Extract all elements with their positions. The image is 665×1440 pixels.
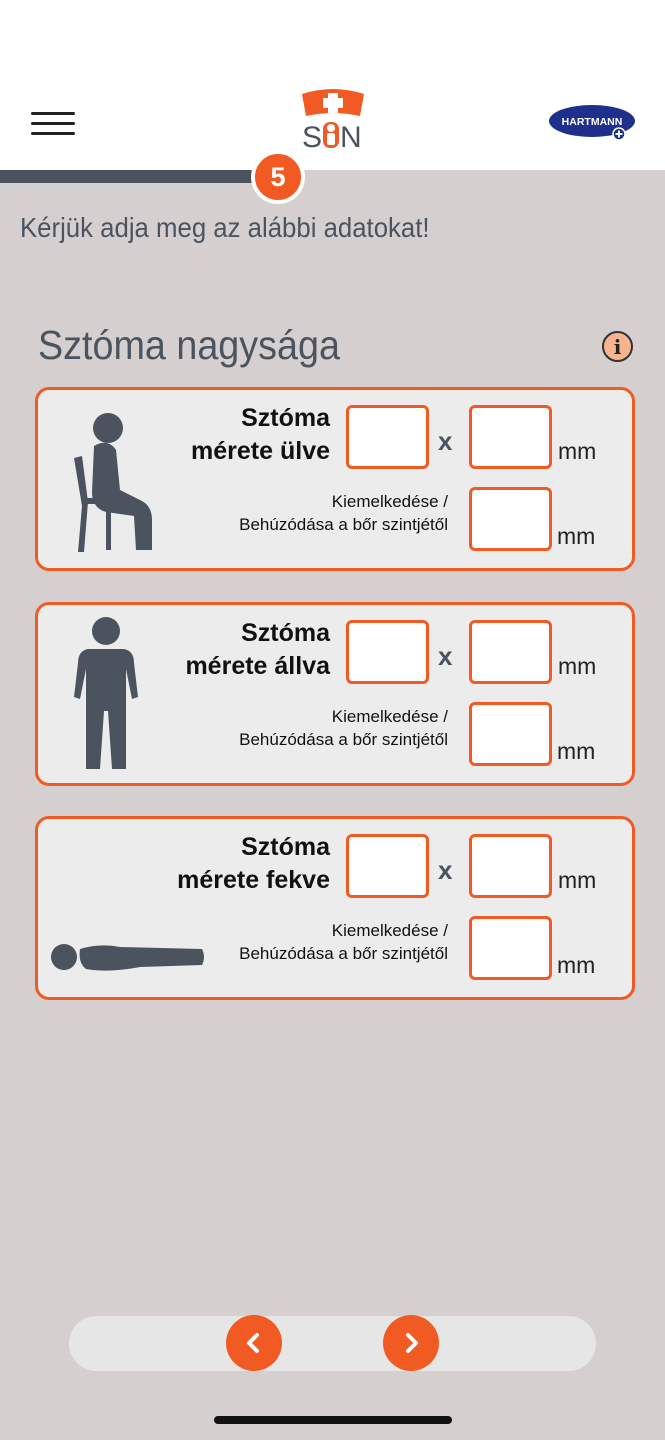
hartmann-logo [548, 102, 638, 142]
unit-label: mm [557, 738, 596, 764]
times-sign: x [438, 641, 453, 671]
card-title: Sztóma mérete állva [185, 619, 330, 680]
protrusion-input[interactable] [469, 487, 552, 551]
bottom-nav-bar [69, 1316, 596, 1371]
app-header [0, 0, 665, 170]
prev-button[interactable] [226, 1315, 282, 1371]
unit-label: mm [557, 952, 596, 978]
svg-text:N: N [340, 121, 362, 152]
section-title: Sztóma nagysága [38, 322, 340, 368]
card-title: Sztóma mérete ülve [191, 404, 330, 465]
unit-label: mm [558, 867, 597, 893]
chevron-right-icon [400, 1332, 422, 1354]
card-lying [35, 816, 635, 1000]
unit-label: mm [558, 653, 597, 679]
unit-label: mm [557, 523, 596, 549]
son-logo [298, 86, 368, 152]
protrusion-input[interactable] [469, 916, 552, 980]
progress-fill [0, 170, 262, 183]
info-icon[interactable]: i [602, 331, 633, 362]
card-standing [35, 602, 635, 786]
svg-text:HARTMANN: HARTMANN [561, 116, 623, 128]
card-sitting [35, 387, 635, 571]
height-input[interactable] [469, 834, 552, 898]
protrusion-label: Kiemelkedése / Behúzódása a bőr szintjétől [239, 921, 448, 963]
home-indicator[interactable] [214, 1416, 452, 1424]
card-title: Sztóma mérete fekve [177, 833, 330, 894]
step-badge: 5 [251, 150, 305, 204]
protrusion-input[interactable] [469, 702, 552, 766]
svg-text:S: S [302, 121, 323, 152]
width-input[interactable] [346, 834, 429, 898]
unit-label: mm [558, 438, 597, 464]
chevron-left-icon [243, 1332, 265, 1354]
next-button[interactable] [383, 1315, 439, 1371]
width-input[interactable] [346, 405, 429, 469]
times-sign: x [438, 855, 453, 885]
standing-person-icon [74, 615, 140, 773]
instruction-text: Kérjük adja meg az alábbi adatokat! [20, 212, 430, 243]
times-sign: x [438, 426, 453, 456]
hamburger-menu-icon[interactable] [31, 112, 75, 136]
lying-person-icon [50, 939, 206, 975]
height-input[interactable] [469, 405, 552, 469]
sitting-person-icon [70, 410, 160, 555]
width-input[interactable] [346, 620, 429, 684]
height-input[interactable] [469, 620, 552, 684]
protrusion-label: Kiemelkedése / Behúzódása a bőr szintjétől [239, 492, 448, 534]
protrusion-label: Kiemelkedése / Behúzódása a bőr szintjétől [239, 707, 448, 749]
